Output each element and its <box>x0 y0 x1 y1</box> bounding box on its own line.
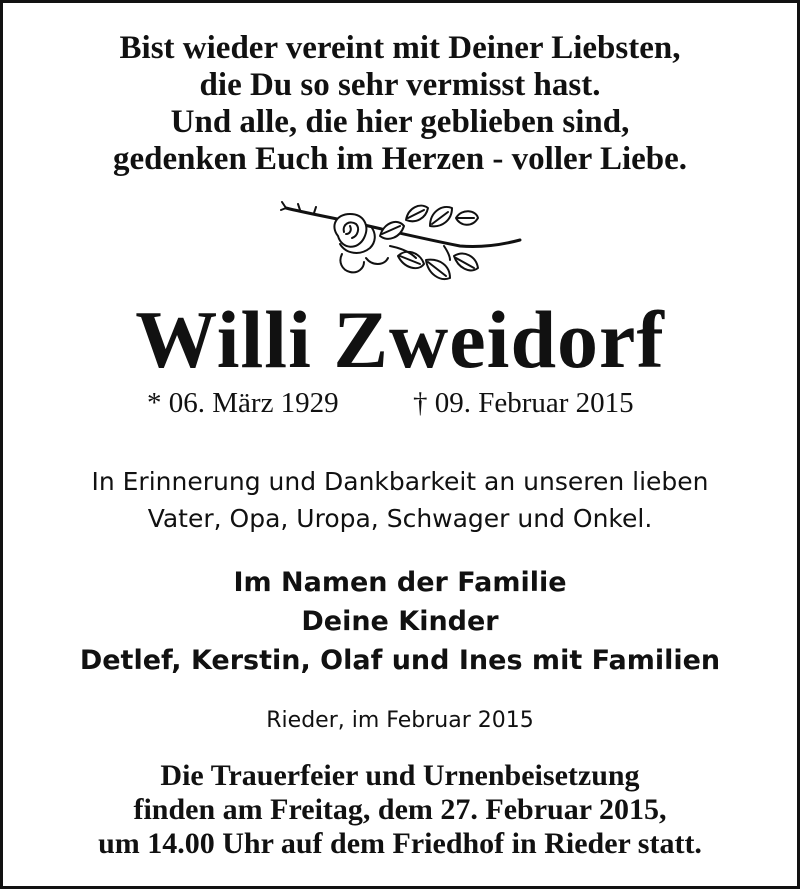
signature-line-2: Deine Kinder <box>301 606 499 637</box>
deceased-name: Willi Zweidorf <box>135 294 665 385</box>
verse-line-1: Bist wieder vereint mit Deiner Liebsten, <box>119 30 681 66</box>
signature-line-1: Im Namen der Familie <box>233 567 567 598</box>
life-dates <box>0 386 800 422</box>
birth-date: * 06. März 1929 <box>147 387 339 419</box>
death-date: † 09. Februar 2015 <box>413 387 634 419</box>
verse-line-3: Und alle, die hier geblieben sind, <box>170 104 630 140</box>
rose-icon <box>280 196 524 292</box>
remembrance-line-1: In Erinnerung und Dankbarkeit an unseren lieben <box>91 467 709 496</box>
ceremony-line-2: finden am Freitag, dem 27. Februar 2015, <box>133 793 667 826</box>
ceremony-line-1: Die Trauerfeier und Urnenbeisetzung <box>160 759 640 792</box>
verse-line-4: gedenken Euch im Herzen - voller Liebe. <box>112 141 688 177</box>
verse-line-2: die Du so sehr vermisst hast. <box>199 67 601 103</box>
place-date: Rieder, im Februar 2015 <box>266 708 534 733</box>
ceremony-line-3: um 14.00 Uhr auf dem Friedhof in Rieder statt. <box>98 827 702 860</box>
remembrance-line-2: Vater, Opa, Uropa, Schwager und Onkel. <box>147 504 653 533</box>
signature-line-3: Detlef, Kerstin, Olaf und Ines mit Familien <box>79 645 721 676</box>
